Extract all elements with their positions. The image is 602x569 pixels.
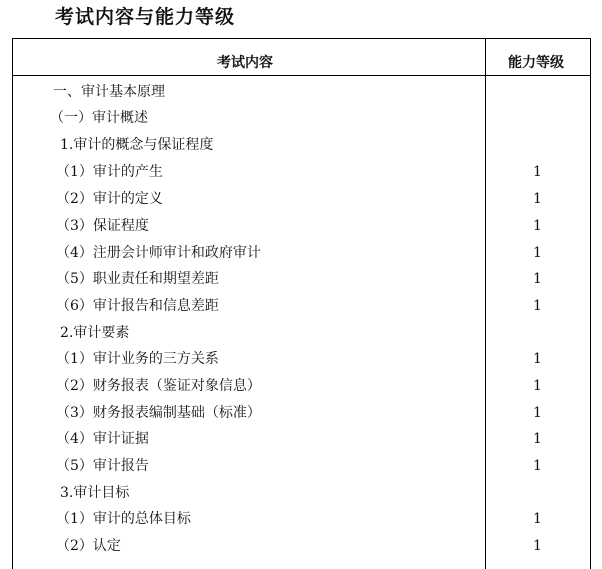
row-content-label: 2.审计要素 bbox=[60, 325, 130, 341]
row-content-label: （3）保证程度 bbox=[56, 218, 149, 234]
row-level-value: 1 bbox=[533, 191, 542, 207]
row-content-label: （6）审计报告和信息差距 bbox=[56, 298, 219, 314]
row-content-label: （一）审计概述 bbox=[50, 110, 148, 126]
row-content-label: 1.审计的概念与保证程度 bbox=[60, 137, 214, 153]
row-level-value: 1 bbox=[533, 538, 542, 554]
document-title: 考试内容与能力等级 bbox=[55, 6, 236, 28]
row-level-value: 1 bbox=[533, 245, 542, 261]
row-content-label: （1）审计的产生 bbox=[56, 164, 163, 180]
table-row bbox=[13, 346, 590, 372]
row-level-value: 1 bbox=[533, 458, 542, 474]
row-content-label: （1）审计的总体目标 bbox=[56, 511, 191, 527]
row-level-value: 1 bbox=[533, 431, 542, 447]
table-row bbox=[13, 400, 590, 426]
header-divider bbox=[13, 75, 590, 76]
row-level-value: 1 bbox=[533, 511, 542, 527]
row-content-label: （4）审计证据 bbox=[56, 431, 149, 447]
header-ability-level: 能力等级 bbox=[508, 55, 564, 71]
table-row bbox=[13, 533, 590, 559]
table-row bbox=[13, 320, 590, 346]
row-level-value: 1 bbox=[533, 298, 542, 314]
row-content-label: （1）审计业务的三方关系 bbox=[56, 351, 219, 367]
row-content-label: （2）财务报表（鉴证对象信息） bbox=[56, 378, 261, 394]
row-level-value: 1 bbox=[533, 351, 542, 367]
table-row bbox=[13, 453, 590, 479]
table-row bbox=[13, 79, 590, 105]
row-content-label: （2）认定 bbox=[56, 538, 121, 554]
row-content-label: （2）审计的定义 bbox=[56, 191, 163, 207]
row-level-value: 1 bbox=[533, 405, 542, 421]
row-content-label: （5）审计报告 bbox=[56, 458, 149, 474]
table-row bbox=[13, 105, 590, 131]
table-row bbox=[13, 480, 590, 506]
table-row bbox=[13, 266, 590, 292]
row-level-value: 1 bbox=[533, 218, 542, 234]
table-row bbox=[13, 186, 590, 212]
row-content-label: 3.审计目标 bbox=[60, 485, 130, 501]
table-row bbox=[13, 132, 590, 158]
row-content-label: 一、审计基本原理 bbox=[53, 84, 165, 100]
row-content-label: （4）注册会计师审计和政府审计 bbox=[56, 245, 261, 261]
row-content-label: （5）职业责任和期望差距 bbox=[56, 271, 219, 287]
content-level-table bbox=[12, 38, 591, 569]
table-row bbox=[13, 506, 590, 532]
table-row bbox=[13, 213, 590, 239]
row-content-label: （3）财务报表编制基础（标准） bbox=[56, 405, 261, 421]
header-exam-content: 考试内容 bbox=[217, 55, 273, 71]
table-row bbox=[13, 293, 590, 319]
table-row bbox=[13, 373, 590, 399]
row-level-value: 1 bbox=[533, 271, 542, 287]
row-level-value: 1 bbox=[533, 378, 542, 394]
table-row bbox=[13, 426, 590, 452]
row-level-value: 1 bbox=[533, 164, 542, 180]
table-row bbox=[13, 159, 590, 185]
table-row bbox=[13, 240, 590, 266]
